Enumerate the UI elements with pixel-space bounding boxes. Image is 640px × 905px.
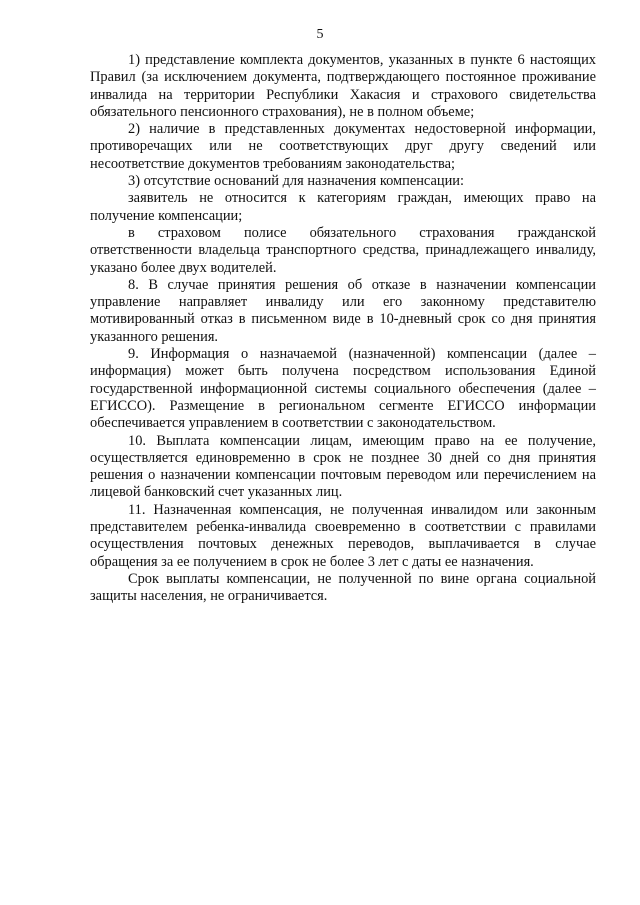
paragraph-subitem-applicant: заявитель не относится к категориям граждан, имеющих право на получение компенсации; bbox=[90, 190, 596, 224]
paragraph-subitem-policy: в страховом полисе обязательного страхования гражданской ответственности владельца транспортного средства, принадлежащего инвалиду, указано более двух водителей. bbox=[90, 224, 596, 276]
paragraph-item-2: 2) наличие в представленных документах недостоверной информации, противоречащих или не соответствующих друг другу сведений или несоответствие документов требованиям законодательства; bbox=[90, 121, 596, 172]
paragraph-clause-10: 10. Выплата компенсации лицам, имеющим право на ее получение, осуществляется единовременно в срок не позднее 30 дней со дня принятия решения о назначении компенсации почтовым переводом или перечислением на лицевой банковский счет указанных лиц. bbox=[90, 432, 596, 501]
paragraph-item-1: 1) представление комплекта документов, указанных в пункте 6 настоящих Правил (за исключением документа, подтверждающего постоянное проживание инвалида на территории Республики Хакасия и страхового свидетельства обязательного пенсионного страхования), не в полном объеме; bbox=[90, 52, 596, 120]
paragraph-clause-9: 9. Информация о назначаемой (назначенной) компенсации (далее – информация) может быть получена посредством использования Единой государственной информационной системы социального обеспечения (далее – ЕГИССО). Размещение в региональном сегменте ЕГИССО информации обеспечивается управлением в соответствии с законодательством. bbox=[90, 346, 596, 432]
paragraph-item-3: 3) отсутствие оснований для назначения компенсации: bbox=[128, 173, 464, 190]
paragraph-clause-11: 11. Назначенная компенсация, не полученная инвалидом или законным представителем ребенка-инвалида своевременно в соответствии с правилами осуществления почтовых денежных переводов, выплачивается в случае обращения за ее получением в срок не более 3 лет с даты ее назначения. bbox=[90, 501, 596, 570]
paragraph-clause-8: 8. В случае принятия решения об отказе в назначении компенсации управление направляет инвалиду или его законному представителю мотивированный отказ в письменном виде в 10-дневный срок со дня принятия указанного решения. bbox=[90, 276, 596, 345]
document-body bbox=[90, 52, 596, 606]
page-number: 5 bbox=[316, 27, 324, 42]
paragraph-payment-term: Срок выплаты компенсации, не полученной по вине органа социальной защиты населения, не ограничивается. bbox=[90, 570, 596, 605]
